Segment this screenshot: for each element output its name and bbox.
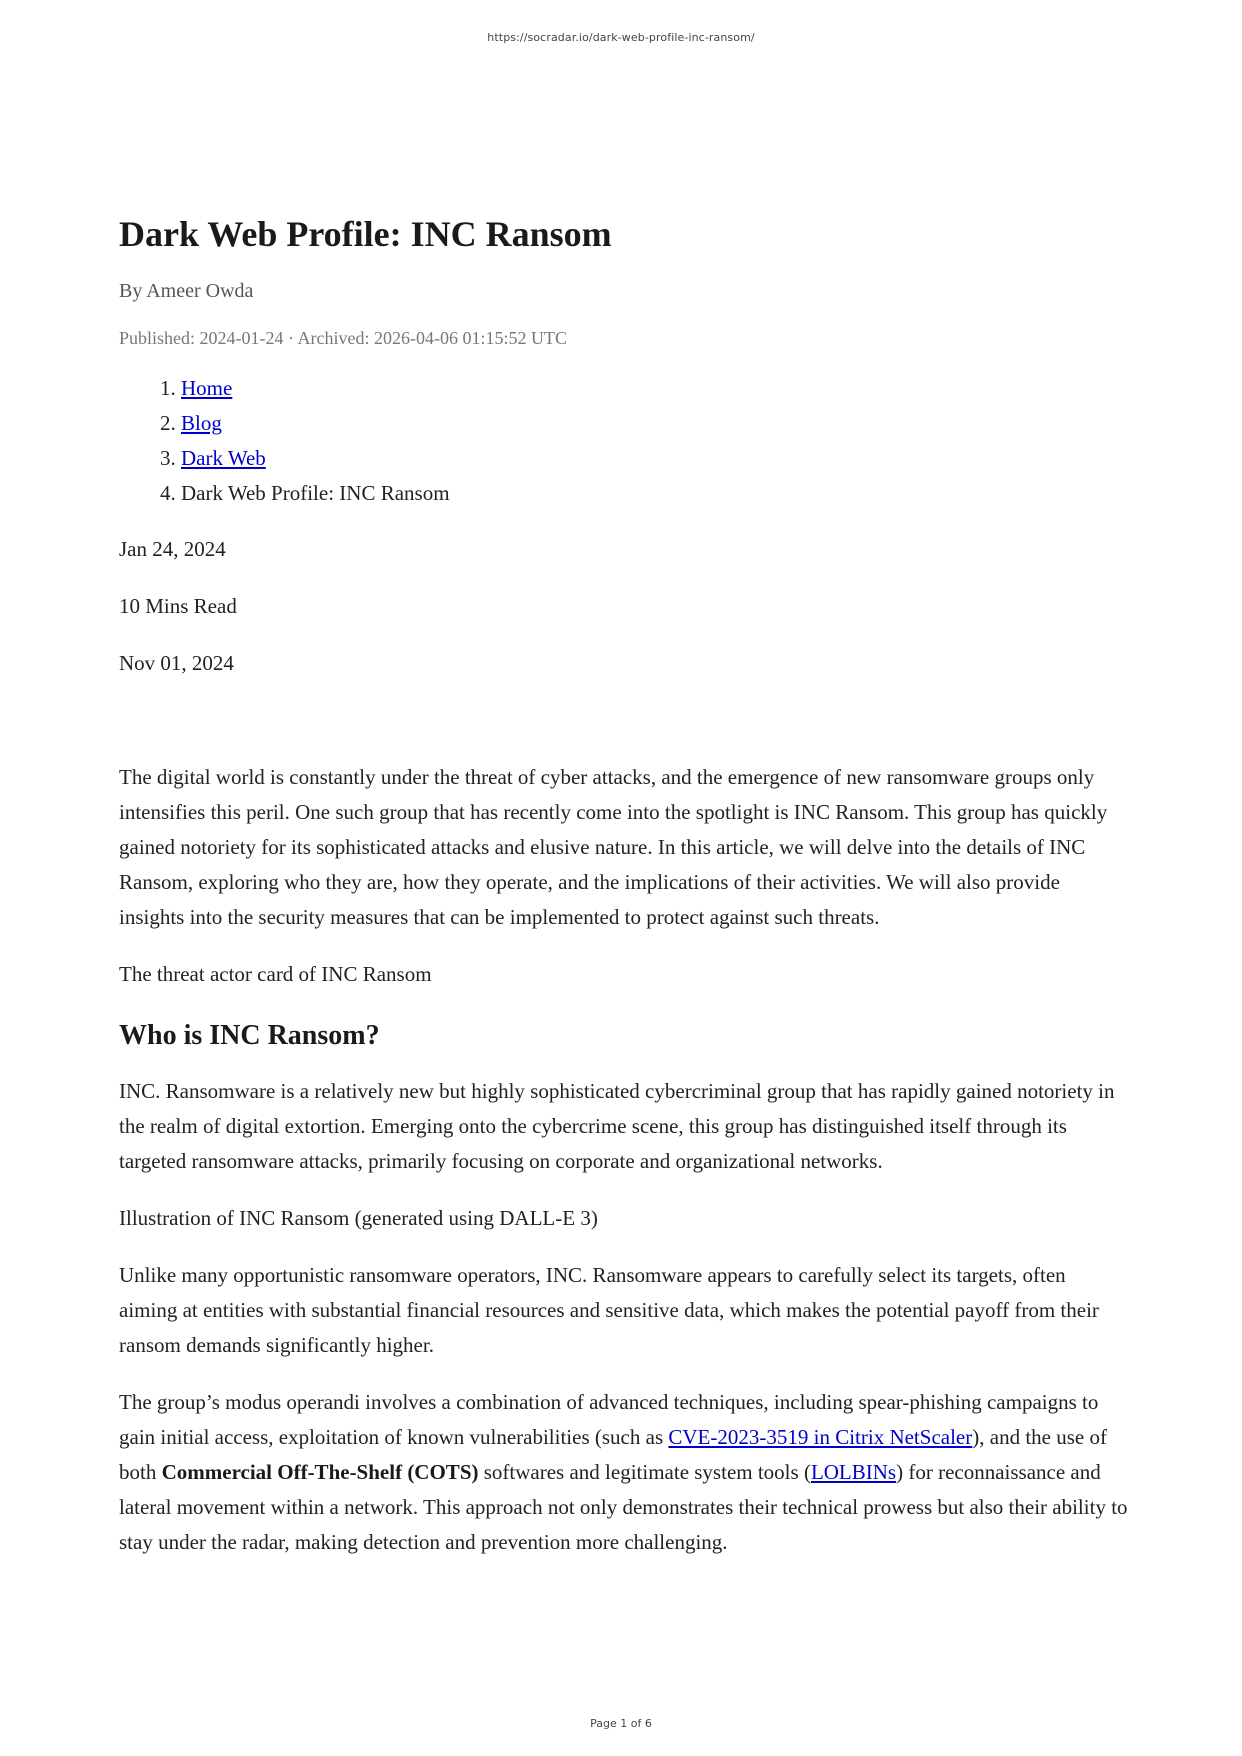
intro-paragraph: The digital world is constantly under the threat of cyber attacks, and the emergence of new ransomware groups only intensifies this peril. One such group that has recently come into the spotlight is INC Ransom. This group has quickly gained notoriety for its sophisticated attacks and elusive nature. In this article, we will delve into the details of INC Ransom, exploring who they are, how they operate, and the implications of their activities. We will also provide insights into the security measures that can be implemented to protect against such threats. <box>119 765 1108 929</box>
breadcrumb <box>119 371 1129 511</box>
breadcrumb-link-blog[interactable]: Blog <box>181 411 222 435</box>
post-date: Jan 24, 2024 <box>119 537 226 561</box>
read-time: 10 Mins Read <box>119 594 237 618</box>
article-meta: Published: 2024-01-24 · Archived: 2026-04-06 01:15:52 UTC <box>119 328 567 348</box>
page-number: Page 1 of 6 <box>590 1717 652 1730</box>
section-heading-who-is: Who is INC Ransom? <box>119 1020 380 1051</box>
image-placeholder-spacer <box>119 703 1129 760</box>
breadcrumb-item-dark-web <box>181 441 1129 476</box>
breadcrumb-current-label: Dark Web Profile: INC Ransom <box>181 481 450 505</box>
modus-operandi-paragraph <box>119 1385 1129 1560</box>
updated-date: Nov 01, 2024 <box>119 651 234 675</box>
illustration-caption: Illustration of INC Ransom (generated using DALL-E 3) <box>119 1206 598 1230</box>
article-byline: By Ameer Owda <box>119 280 254 302</box>
modus-text-4: ) for reconnaissance and lateral movement within a network. This approach not only demonstrates their technical prowess but also their ability to stay under the radar, making detection and prevention more challenging. <box>119 1460 1128 1554</box>
article-title: Dark Web Profile: INC Ransom <box>119 214 612 254</box>
breadcrumb-link-dark-web[interactable]: Dark Web <box>181 446 266 470</box>
breadcrumb-link-home[interactable]: Home <box>181 376 233 400</box>
breadcrumb-item-home <box>181 371 1129 406</box>
breadcrumb-item-blog <box>181 406 1129 441</box>
cve-link[interactable]: CVE-2023-3519 in Citrix NetScaler <box>668 1425 973 1449</box>
page-url-header: https://socradar.io/dark-web-profile-inc-ransom/ <box>487 31 755 44</box>
modus-text-2: ), and the use of both <box>119 1425 1107 1484</box>
who-is-paragraph: INC. Ransomware is a relatively new but highly sophisticated cybercriminal group that has rapidly gained notoriety in the realm of digital extortion. Emerging onto the cybercrime scene, this group has distinguished itself through its targeted ransomware attacks, primarily focusing on corporate and organizational networks. <box>119 1079 1115 1173</box>
article <box>119 212 1129 1582</box>
breadcrumb-item-current <box>181 476 1129 511</box>
cots-bold-text: Commercial Off-The-Shelf (COTS) <box>161 1460 479 1484</box>
modus-text-1: The group’s modus operandi involves a combination of advanced techniques, including spear-phishing campaigns to gain initial access, exploitation of known vulnerabilities (such as <box>119 1390 1099 1449</box>
modus-text-3: softwares and legitimate system tools ( <box>478 1460 811 1484</box>
targets-paragraph: Unlike many opportunistic ransomware operators, INC. Ransomware appears to carefully select its targets, often aiming at entities with substantial financial resources and sensitive data, which makes the potential payoff from their ransom demands significantly higher. <box>119 1263 1099 1357</box>
lolbins-link[interactable]: LOLBINs <box>810 1460 897 1484</box>
threat-actor-card-caption: The threat actor card of INC Ransom <box>119 962 432 986</box>
